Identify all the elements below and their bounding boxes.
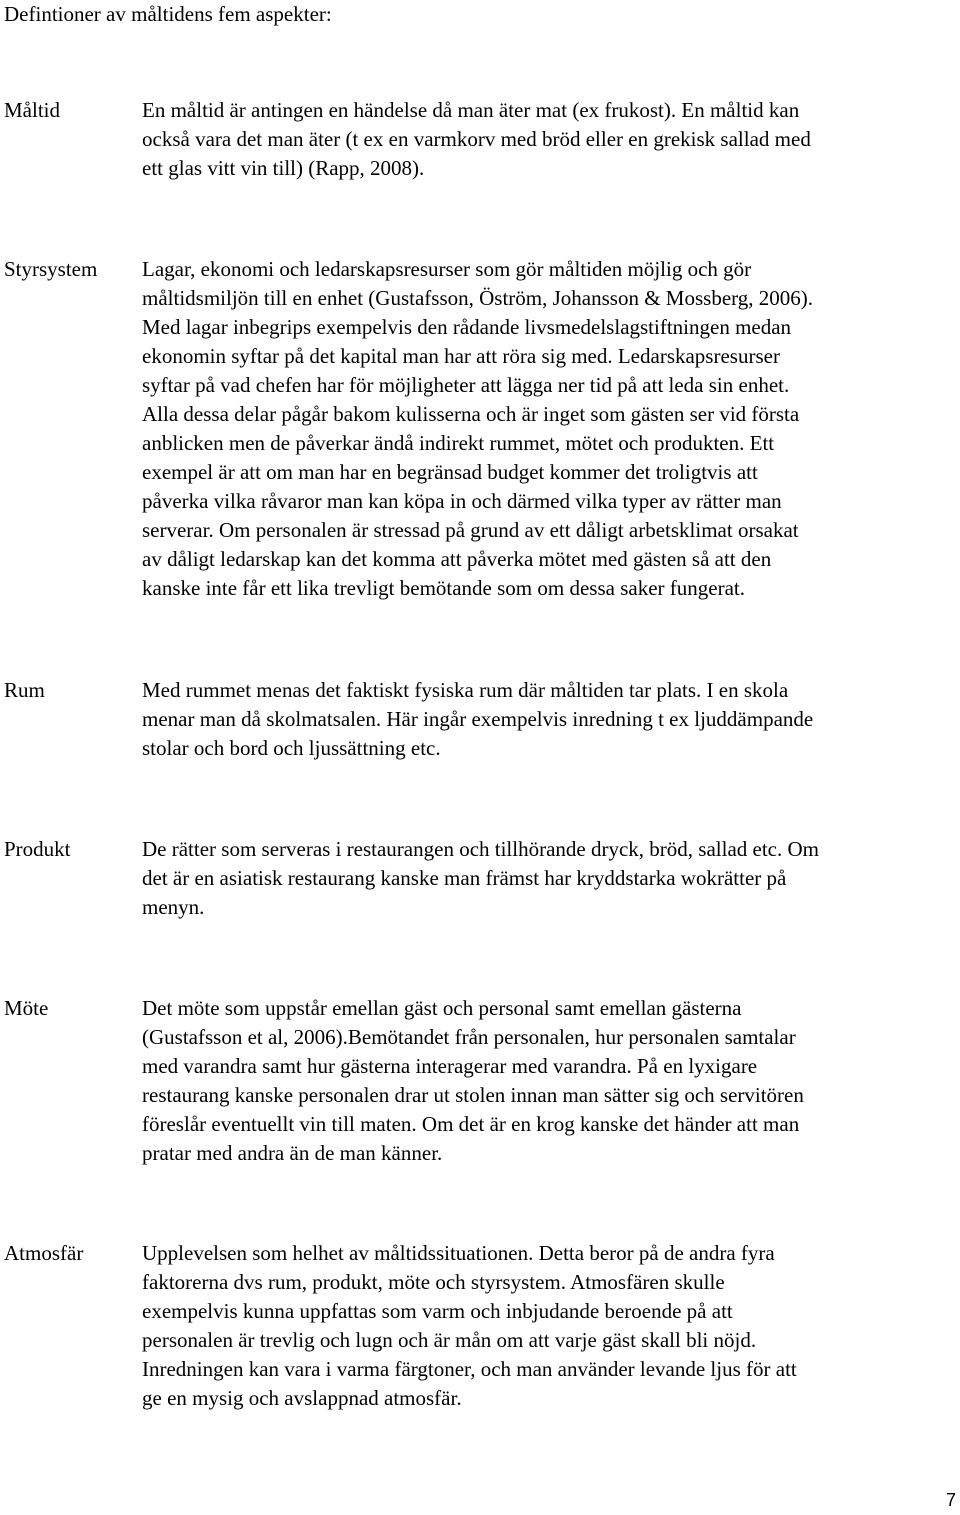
- text-line: anblicken men de påverkar ändå indirekt rummet, mötet och produkten. Ett: [142, 431, 775, 455]
- definition-atmosfar: [142, 1239, 956, 1413]
- text-line: faktorerna dvs rum, produkt, möte och styrsystem. Atmosfären skulle: [142, 1270, 725, 1294]
- page-heading: Defintioner av måltidens fem aspekter:: [4, 2, 332, 26]
- text-line: exempel är att om man har en begränsad budget kommer det troligtvis att: [142, 460, 758, 484]
- definition-rum: [142, 676, 956, 763]
- text-line: Det möte som uppstår emellan gäst och personal samt emellan gästerna: [142, 996, 742, 1020]
- text-line: Med lagar inbegrips exempelvis den rådande livsmedelslagstiftningen medan: [142, 315, 792, 339]
- text-line: Inredningen kan vara i varma färgtoner, och man använder levande ljus för att: [142, 1357, 797, 1381]
- text-line: måltidsmiljön till en enhet (Gustafsson, Öström, Johansson & Mossberg, 2006).: [142, 286, 813, 310]
- definition-styrsystem: [142, 255, 956, 603]
- term-styrsystem: Styrsystem: [4, 257, 98, 281]
- text-line: Med rummet menas det faktiskt fysiska rum där måltiden tar plats. I en skola: [142, 678, 789, 702]
- text-line: det är en asiatisk restaurang kanske man främst har kryddstarka wokrätter på: [142, 866, 787, 890]
- text-line: En måltid är antingen en händelse då man äter mat (ex frukost). En måltid kan: [142, 98, 800, 122]
- text-line: ett glas vitt vin till) (Rapp, 2008).: [142, 156, 425, 180]
- text-line: stolar och bord och ljussättning etc.: [142, 736, 441, 760]
- text-line: menar man då skolmatsalen. Här ingår exempelvis inredning t ex ljuddämpande: [142, 707, 814, 731]
- text-line: restaurang kanske personalen drar ut stolen innan man sätter sig och servitören: [142, 1083, 804, 1107]
- text-line: påverka vilka råvaror man kan köpa in och därmed vilka typer av rätter man: [142, 489, 782, 513]
- text-line: menyn.: [142, 895, 205, 919]
- text-line: serverar. Om personalen är stressad på grund av ett dåligt arbetsklimat orsakat: [142, 518, 799, 542]
- term-mote: Möte: [4, 996, 49, 1020]
- text-line: Lagar, ekonomi och ledarskapsresurser som gör måltiden möjlig och gör: [142, 257, 752, 281]
- text-line: Alla dessa delar pågår bakom kulisserna och är inget som gästen ser vid första: [142, 402, 800, 426]
- text-line: ekonomin syftar på det kapital man har att röra sig med. Ledarskapsresurser: [142, 344, 780, 368]
- definition-maltid: [142, 96, 956, 183]
- term-atmosfar: Atmosfär: [4, 1241, 84, 1265]
- text-line: De rätter som serveras i restaurangen och tillhörande dryck, bröd, sallad etc. Om: [142, 837, 820, 861]
- definition-produkt: [142, 835, 956, 922]
- text-line: exempelvis kunna uppfattas som varm och inbjudande beroende på att: [142, 1299, 733, 1323]
- definition-mote: [142, 994, 956, 1168]
- text-line: av dåligt ledarskap kan det komma att påverka mötet med gästen så att den: [142, 547, 772, 571]
- text-line: kanske inte får ett lika trevligt bemötande som om dessa saker fungerat.: [142, 576, 745, 600]
- text-line: Upplevelsen som helhet av måltidssituationen. Detta beror på de andra fyra: [142, 1241, 775, 1265]
- text-line: ge en mysig och avslappnad atmosfär.: [142, 1386, 462, 1410]
- text-line: (Gustafsson et al, 2006).Bemötandet från personalen, hur personalen samtalar: [142, 1025, 796, 1049]
- text-line: också vara det man äter (t ex en varmkorv med bröd eller en grekisk sallad med: [142, 127, 811, 151]
- text-line: föreslår eventuellt vin till maten. Om det är en krog kanske det händer att man: [142, 1112, 800, 1136]
- text-line: med varandra samt hur gästerna interagerar med varandra. På en lyxigare: [142, 1054, 758, 1078]
- term-rum: Rum: [4, 678, 45, 702]
- text-line: syftar på vad chefen har för möjligheter att lägga ner tid på att leda sin enhet.: [142, 373, 790, 397]
- text-line: pratar med andra än de man känner.: [142, 1141, 443, 1165]
- text-line: personalen är trevlig och lugn och är mån om att varje gäst skall bli nöjd.: [142, 1328, 757, 1352]
- term-maltid: Måltid: [4, 98, 60, 122]
- page-number: 7: [945, 1490, 956, 1510]
- term-produkt: Produkt: [4, 837, 71, 861]
